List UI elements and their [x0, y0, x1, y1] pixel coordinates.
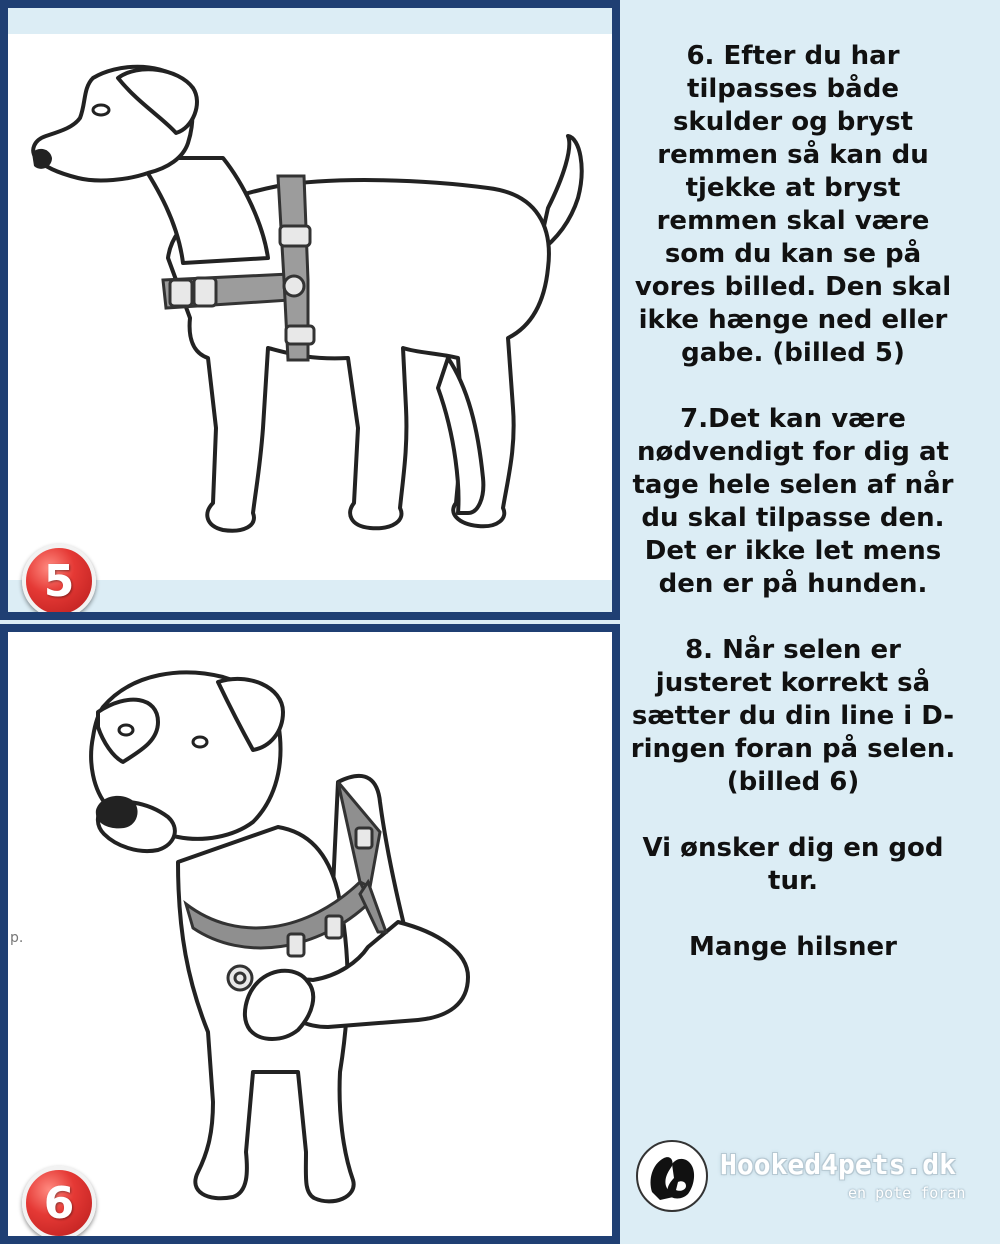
step-7-text: 7.Det kan være nødvendigt for dig at tage hele selen af når du skal tilpasse den. Det er ikke let mens den er på hunden. — [632, 404, 954, 599]
brand-block — [636, 1140, 986, 1212]
illustration-canvas-5 — [8, 8, 612, 612]
step-8-text: 8. Når selen er justeret korrekt så sætter du din line i D-ringen foran på selen. (billed 6) — [630, 635, 956, 797]
illustration-canvas-6 — [8, 632, 612, 1236]
dog-front-leash-illustration — [8, 632, 612, 1236]
dog-and-cat-silhouette-icon — [636, 1140, 708, 1212]
step-badge-5: 5 — [22, 544, 96, 612]
illustration-panel-6 — [0, 624, 620, 1244]
step-6-text: 6. Efter du har tilpasses både skulder og bryst remmen så kan du tjekke at bryst remmen skal være som du kan se på vores billed. Den skal ikke hænge ned eller gabe. (billed 5) — [634, 41, 952, 368]
signoff-text: Mange hilsner — [689, 932, 897, 962]
wish-text: Vi ønsker dig en god tur. — [642, 833, 944, 896]
edge-text-fragment: p. — [10, 930, 24, 946]
illustration-panel-5 — [0, 0, 620, 620]
dog-side-harness-illustration — [8, 8, 612, 612]
brand-name: Hooked4pets.dk — [720, 1148, 957, 1181]
brand-tagline: en pote foran — [848, 1184, 966, 1202]
step-badge-6: 6 — [22, 1166, 96, 1236]
instruction-text — [630, 40, 956, 964]
